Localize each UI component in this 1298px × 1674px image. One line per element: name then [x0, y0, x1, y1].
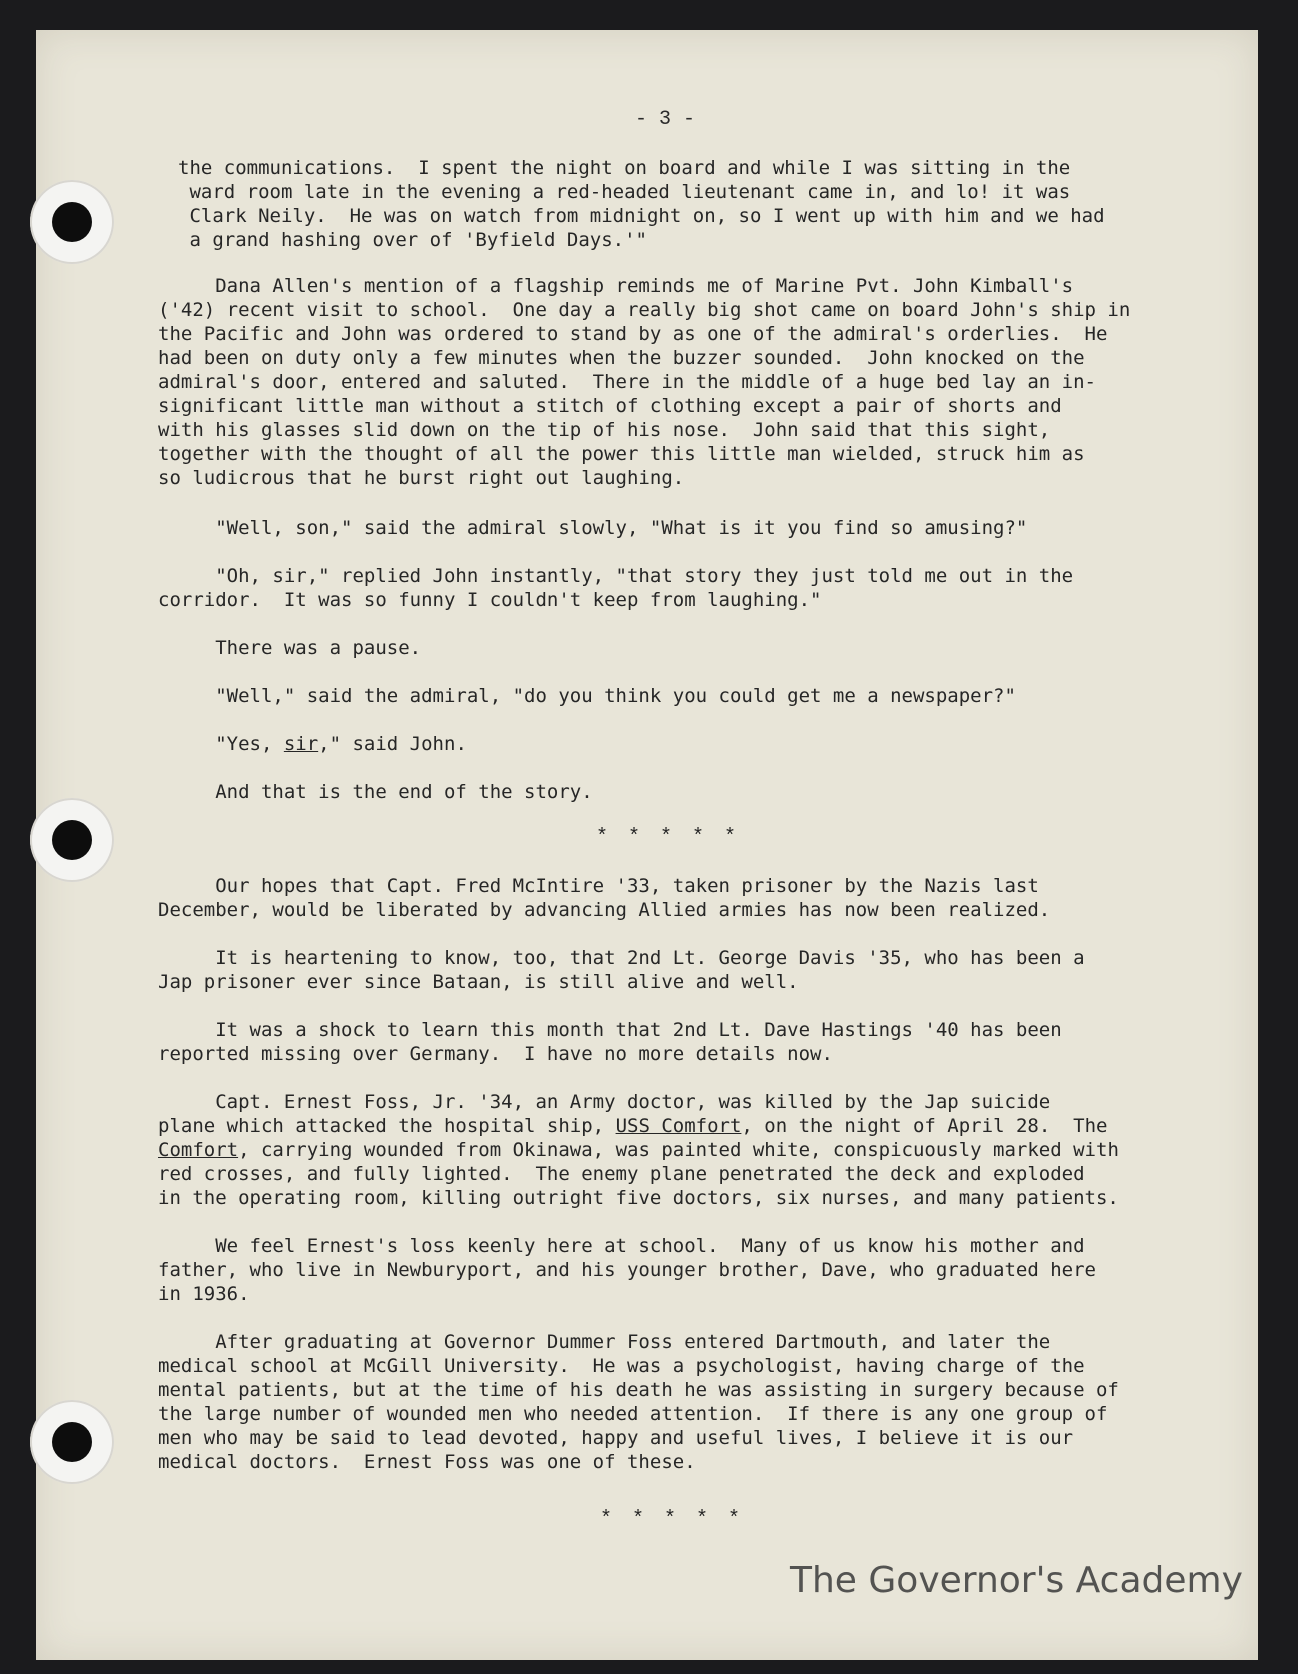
foss-ship-short: Comfort	[158, 1139, 239, 1161]
watermark-logo-text: The Governor's Academy	[790, 1560, 1243, 1601]
foss-part1: Capt. Ernest Foss, Jr. '34, an Army doctor, was killed by the Jap suicide plane which attacked the hospital ship,	[158, 1091, 1051, 1137]
paragraph-davis: It is heartening to know, too, that 2nd Lt. George Davis '35, who has been a Jap prisoner ever since Bataan, is still alive and well.	[158, 947, 1085, 993]
binder-hole-top	[30, 180, 114, 264]
paragraph-end-of-story: And that is the end of the story.	[158, 781, 593, 803]
foss-part2: , on the night of April 28. The	[741, 1115, 1108, 1137]
paragraph-john-reply: "Oh, sir," replied John instantly, "that story they just told me out in the corridor. It was so funny I couldn't keep from laughing."	[158, 565, 1074, 611]
separator-first: * * * * *	[595, 826, 741, 849]
paragraph-communications: the communications. I spent the night on board and while I was sitting in the ward room late in the evening a red-headed lieutenant came in, and lo! it was Clark Neily. He was on watch from midnight on, so I went up with him and we had a grand hashing over of 'Byfield Days.'"	[178, 157, 1105, 251]
page-number: - 3 -	[634, 108, 695, 131]
separator-second: * * * * *	[599, 1508, 745, 1531]
paragraph-ernest-loss: We feel Ernest's loss keenly here at school. Many of us know his mother and father, who live in Newburyport, and his younger brother, Dave, who graduated here in 1936.	[158, 1235, 1096, 1305]
binder-hole-middle	[30, 798, 114, 882]
paragraph-yes-sir	[158, 732, 1198, 756]
yes-sir-underlined: sir	[283, 733, 319, 755]
paragraph-pause: There was a pause.	[158, 637, 422, 659]
foss-ship-name: USS Comfort	[615, 1115, 742, 1137]
paragraph-newspaper: "Well," said the admiral, "do you think you could get me a newspaper?"	[158, 685, 1016, 707]
binder-hole-bottom	[30, 1400, 114, 1484]
paragraph-foss-career: After graduating at Governor Dummer Foss entered Dartmouth, and later the medical school at McGill University. He was a psychologist, having charge of the mental patients, but at the time of his death he was assisting in surgery because of the large number of wounded men who needed attention. If there is any one group of men who may be said to lead devoted, happy and useful lives, I believe it is our medical doctors. Ernest Foss was one of these.	[158, 1331, 1119, 1473]
paragraph-hastings: It was a shock to learn this month that 2nd Lt. Dave Hastings '40 has been reported missing over Germany. I have no more details now.	[158, 1019, 1062, 1065]
paragraph-mcintire: Our hopes that Capt. Fred McIntire '33, taken prisoner by the Nazis last December, would be liberated by advancing Allied armies has now been realized.	[158, 875, 1051, 921]
yes-sir-before: "Yes,	[158, 733, 284, 755]
paragraph-foss	[158, 1090, 1198, 1210]
paragraph-kimball: Dana Allen's mention of a flagship reminds me of Marine Pvt. John Kimball's ('42) recent visit to school. One day a really big shot came on board John's ship in the Pacific and John was ordered to stand by as one of the admiral's orderlies. He had been on duty only a few minutes when the buzzer sounded. John knocked on the admiral's door, entered and saluted. There in the middle of a huge bed lay an in- significant little man without a stitch of clothing except a pair of shorts and with his glasses slid down on the tip of his nose. John said that this sight, together with the thought of all the power this little man wielded, struck him as so ludicrous that he burst right out laughing.	[158, 275, 1131, 489]
paragraph-admiral-question: "Well, son," said the admiral slowly, "What is it you find so amusing?"	[158, 517, 1028, 539]
yes-sir-after: ," said John.	[318, 733, 467, 755]
foss-part3: , carrying wounded from Okinawa, was painted white, conspicuously marked with red crosses, and fully lighted. The enemy plane penetrated the deck and exploded in the operating room, killing outright five doctors, six nurses, and many patients.	[158, 1139, 1119, 1209]
